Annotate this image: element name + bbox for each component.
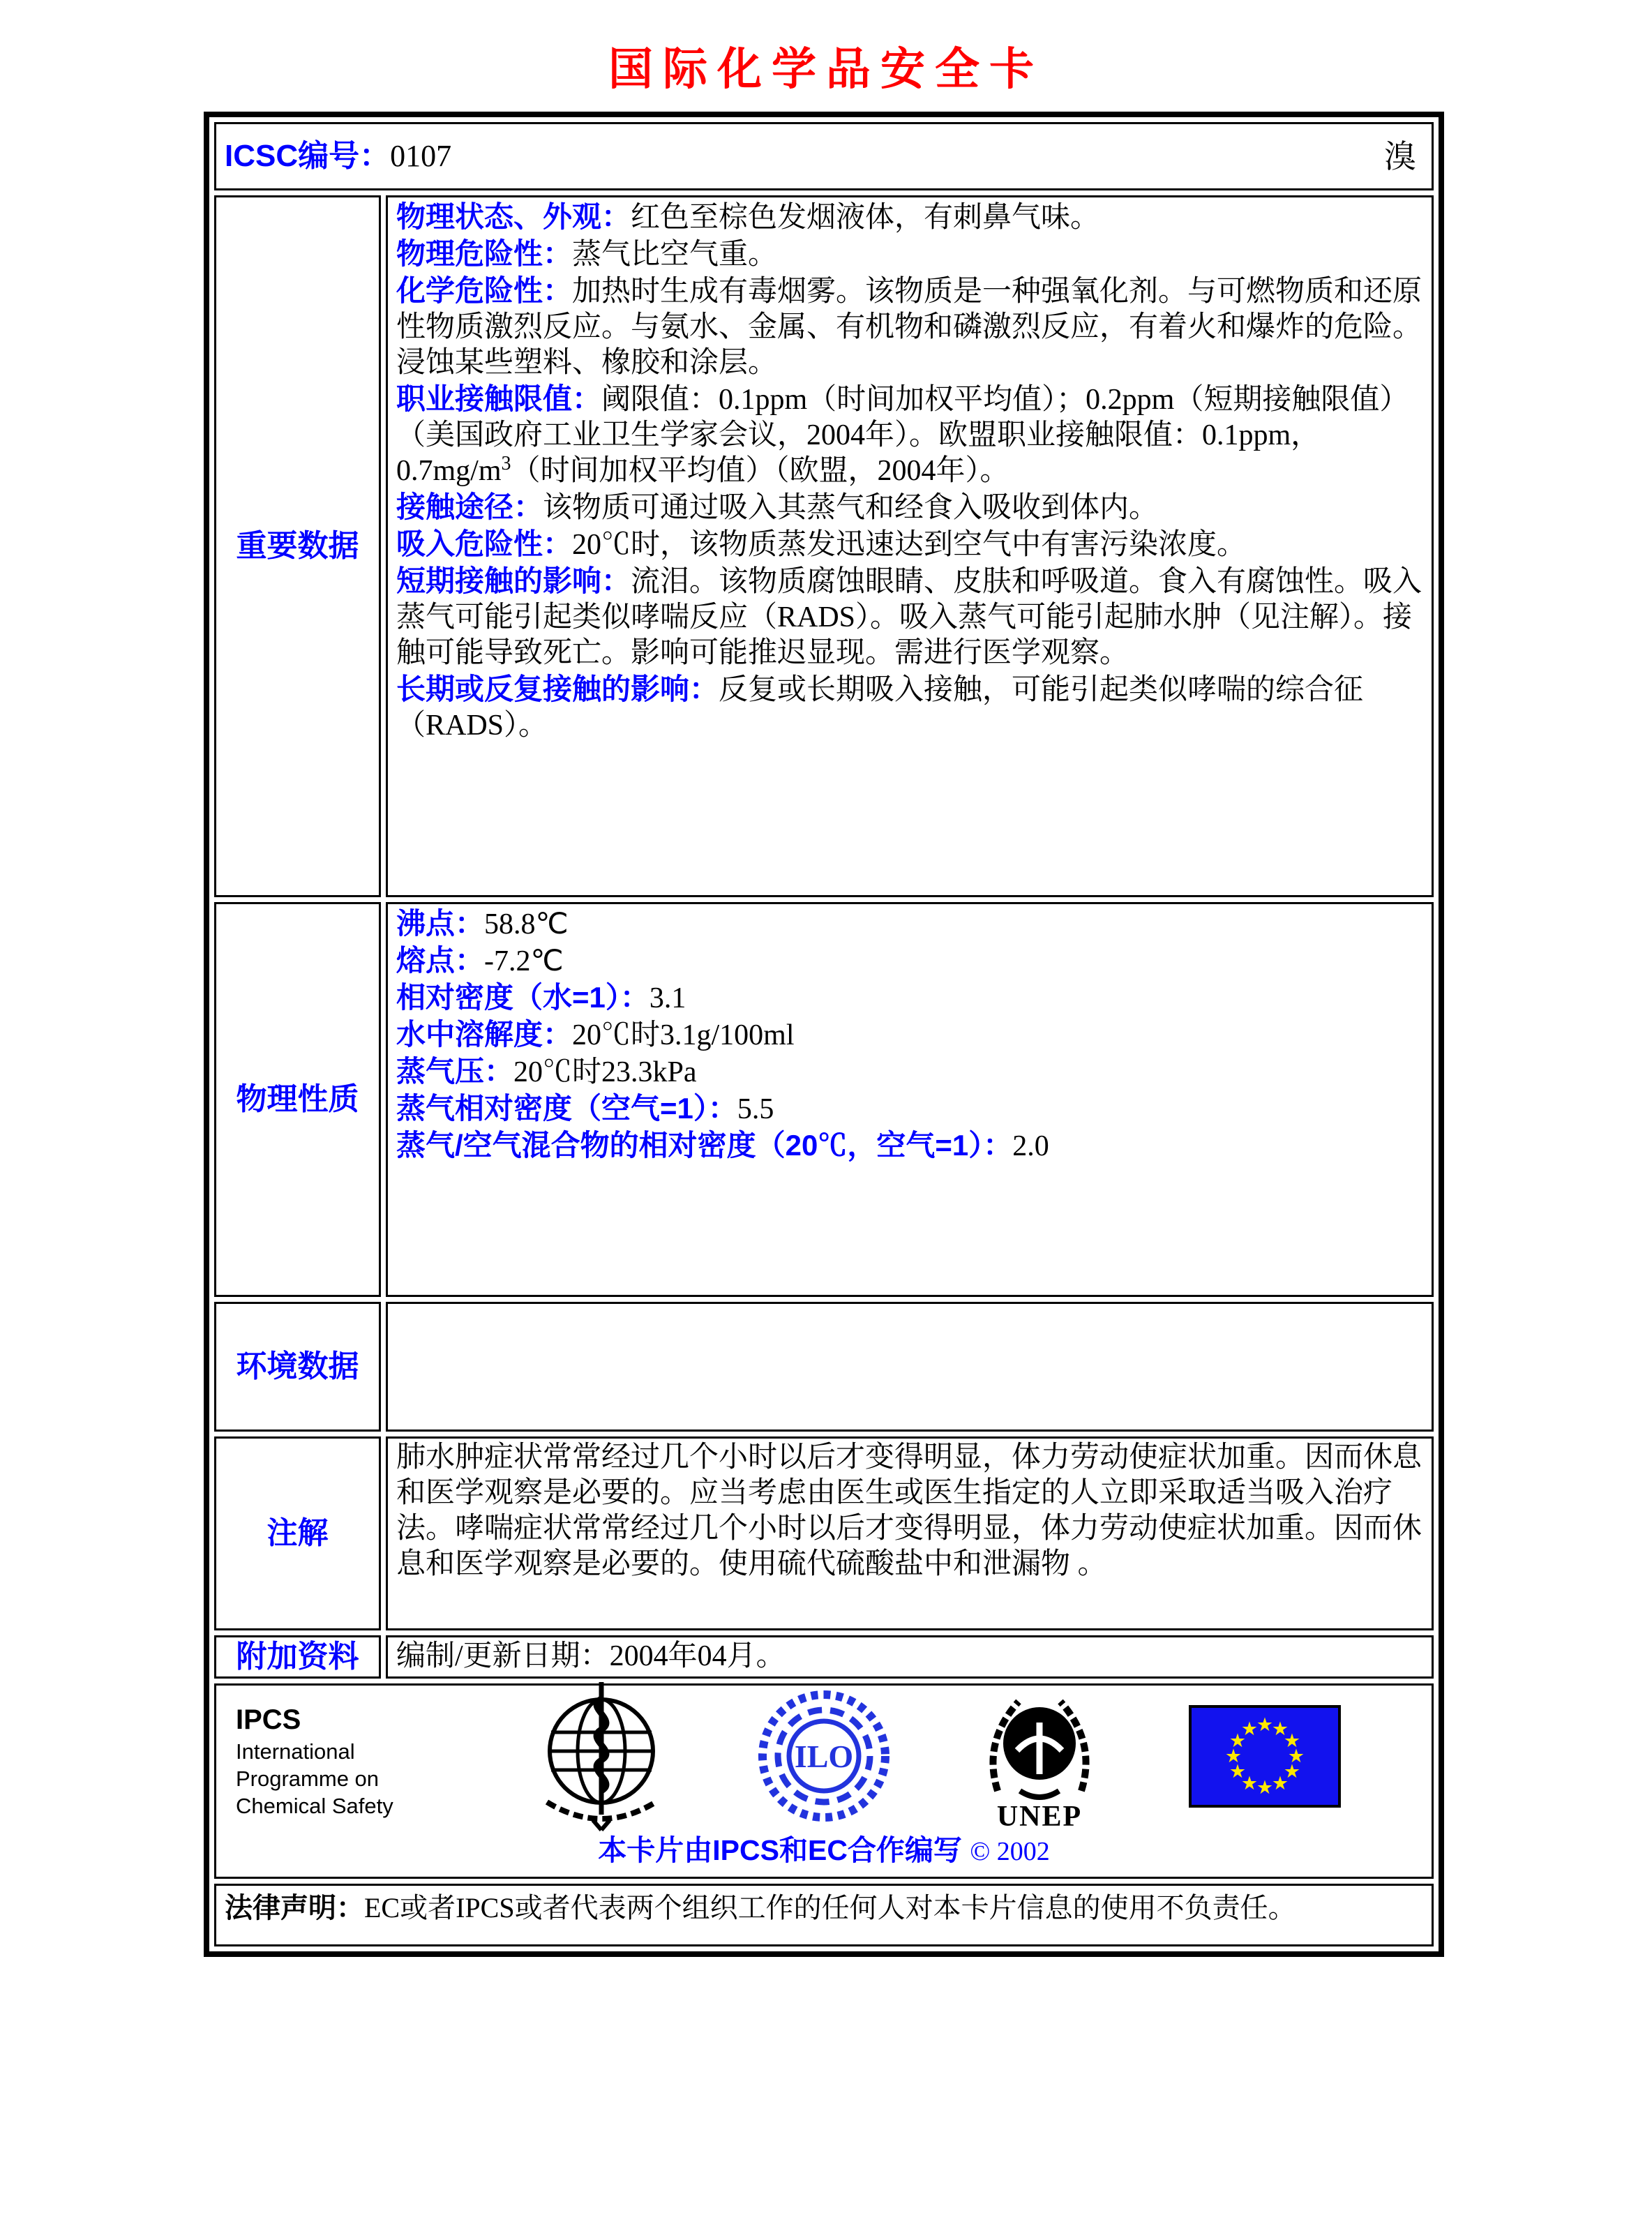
prop-label: 相对密度（水=1）：	[396, 981, 649, 1014]
additional-info-content: 编制/更新日期：2004年04月。	[386, 1635, 1434, 1679]
entry-text: 阈限值：0.1ppm（时间加权平均值）；0.2ppm（短期接触限值）（美国政府工业卫生学家会议，2004年）。欧盟职业接触限值：0.1ppm，0.7mg/m	[396, 384, 1409, 487]
section-label-physical-properties: 物理性质	[214, 902, 381, 1297]
prop-value: 20℃时23.3kPa	[513, 1056, 697, 1088]
entry-short-term-effects	[396, 563, 1423, 671]
page-title: 国际化学品安全卡	[608, 45, 1044, 94]
entry-text: 流泪。该物质腐蚀眼睛、皮肤和呼吸道。食入有腐蚀性。吸入蒸气可能引起类似哮喘反应（RADS）。吸入蒸气可能引起肺水肿（见注解）。接触可能导致死亡。影响可能推迟显现。需进行医学观察。	[396, 566, 1422, 669]
prop-melting-point	[396, 943, 1423, 980]
prop-boiling-point	[396, 906, 1423, 943]
ipcs-line: Programme on	[236, 1766, 380, 1791]
footer-note-year: © 2002	[970, 1837, 1050, 1866]
entry-label: 化学危险性：	[396, 274, 573, 307]
prop-vapor-pressure	[396, 1053, 1423, 1090]
svg-text:★: ★	[1287, 1745, 1305, 1767]
entry-occupational-exposure-limits	[396, 381, 1423, 489]
entry-physical-danger	[396, 236, 1423, 273]
logos-cell	[214, 1683, 1434, 1879]
important-data-row	[214, 195, 1434, 897]
environmental-data-content	[386, 1302, 1434, 1432]
logos-row	[216, 1693, 1432, 1833]
unep-emblem-icon	[977, 1686, 1102, 1835]
entry-label: 接触途径：	[396, 490, 543, 523]
logos-row-tr	[214, 1683, 1434, 1879]
prop-label: 沸点：	[396, 907, 485, 940]
entry-text: 20℃时，该物质蒸发迅速达到空气中有害污染浓度。	[572, 529, 1247, 561]
substance-name: 溴	[1384, 138, 1416, 174]
svg-text:★: ★	[1240, 1718, 1259, 1740]
legal-cell	[214, 1884, 1434, 1946]
svg-text:★: ★	[1229, 1729, 1247, 1752]
prop-vapor-density	[396, 1090, 1423, 1127]
ipcs-line: Chemical Safety	[236, 1794, 393, 1818]
legal-row	[214, 1884, 1434, 1946]
entry-label: 物理危险性：	[396, 237, 573, 270]
prop-vapor-air-mixture-density	[396, 1127, 1423, 1164]
svg-text:★: ★	[1283, 1760, 1301, 1783]
svg-text:★: ★	[1240, 1772, 1259, 1794]
card-table	[204, 112, 1444, 1957]
header-content	[225, 138, 1423, 175]
entry-chemical-danger	[396, 273, 1423, 381]
entry-label: 长期或反复接触的影响：	[396, 673, 719, 705]
section-label-additional-info: 附加资料	[214, 1635, 381, 1679]
notes-row	[214, 1436, 1434, 1630]
svg-text:★: ★	[1229, 1760, 1247, 1783]
entry-physical-state	[396, 199, 1423, 236]
prop-label: 蒸气相对密度（空气=1）：	[396, 1092, 737, 1125]
superscript-3: 3	[501, 453, 511, 474]
icsc-number-label: ICSC编号：	[225, 138, 391, 173]
entry-text: 该物质可通过吸入其蒸气和经食入吸收到体内。	[543, 492, 1159, 524]
important-data-content	[386, 195, 1434, 897]
additional-info-row	[214, 1635, 1434, 1679]
who-emblem-icon	[532, 1678, 671, 1844]
footer-note-text: 本卡片由IPCS和EC合作编写	[598, 1834, 962, 1866]
prop-label: 蒸气压：	[396, 1055, 514, 1088]
svg-text:ILO: ILO	[794, 1738, 854, 1774]
unep-label: UNEP	[996, 1801, 1083, 1833]
environmental-data-row	[214, 1302, 1434, 1432]
icsc-number-value: 0107	[390, 138, 452, 173]
footer-note	[216, 1833, 1432, 1870]
ipcs-title: IPCS	[236, 1704, 301, 1735]
svg-text:★: ★	[1256, 1776, 1274, 1799]
prop-label: 水中溶解度：	[396, 1018, 573, 1051]
svg-text:★: ★	[1271, 1718, 1289, 1740]
section-label-notes: 注解	[214, 1436, 381, 1630]
prop-value: 20℃时3.1g/100ml	[572, 1019, 795, 1051]
ilo-emblem-icon	[758, 1678, 890, 1844]
entry-label: 物理状态、外观：	[396, 200, 631, 233]
prop-label: 蒸气/空气混合物的相对密度（20℃，空气=1）：	[396, 1129, 1013, 1162]
svg-text:★: ★	[1271, 1772, 1289, 1794]
legal-text: EC或者IPCS或者代表两个组织工作的任何人对本卡片信息的使用不负责任。	[364, 1892, 1296, 1923]
entry-exposure-routes	[396, 489, 1423, 526]
ipcs-line: International	[236, 1739, 355, 1764]
entry-text-after: （时间加权平均值）（欧盟，2004年）。	[511, 455, 1009, 487]
entry-label: 吸入危险性：	[396, 527, 573, 560]
prop-value: 3.1	[649, 982, 686, 1014]
notes-content: 肺水肿症状常常经过几个小时以后才变得明显，体力劳动使症状加重。因而休息和医学观察是必要的。应当考虑由医生或医生指定的人立即采取适当吸入治疗法。哮喘症状常常经过几个小时以后才变得明显，体力劳动使症状加重。因而休息和医学观察是必要的。使用硫代硫酸盐中和泄漏物 。	[386, 1436, 1434, 1630]
prop-value: 58.8℃	[484, 908, 569, 940]
header-cell	[214, 122, 1434, 190]
header-row	[214, 122, 1434, 190]
prop-value: 5.5	[737, 1093, 774, 1125]
physical-properties-row	[214, 902, 1434, 1297]
entry-text: 蒸气比空气重。	[572, 239, 778, 271]
entry-label: 短期接触的影响：	[396, 564, 631, 597]
entry-text: 反复或长期吸入接触，可能引起类似哮喘的综合征（RADS）。	[396, 674, 1364, 742]
legal-label: 法律声明：	[225, 1893, 364, 1923]
entry-label: 职业接触限值：	[396, 382, 602, 415]
svg-text:★: ★	[1283, 1729, 1301, 1752]
entry-text: 加热时生成有毒烟雾。该物质是一种强氧化剂。与可燃物质和还原性物质激烈反应。与氨水、金属、有机物和磷激烈反应，有着火和爆炸的危险。浸蚀某些塑料、橡胶和涂层。	[396, 276, 1422, 379]
prop-label: 熔点：	[396, 944, 485, 977]
svg-text:★: ★	[1224, 1745, 1242, 1767]
entry-inhalation-risk	[396, 526, 1423, 563]
entry-text: 红色至棕色发烟液体，有刺鼻气味。	[631, 202, 1100, 234]
eu-flag-icon	[1189, 1705, 1341, 1817]
icsc-number-group	[225, 138, 451, 175]
physical-properties-content	[386, 902, 1434, 1297]
ipcs-text-block	[236, 1702, 445, 1819]
prop-value: -7.2℃	[484, 945, 564, 977]
section-label-important-data: 重要数据	[214, 195, 381, 897]
prop-value: 2.0	[1012, 1130, 1049, 1162]
svg-text:★: ★	[1256, 1713, 1274, 1736]
entry-long-term-effects	[396, 671, 1423, 744]
section-label-environmental-data: 环境数据	[214, 1302, 381, 1432]
prop-water-solubility	[396, 1016, 1423, 1053]
prop-relative-density	[396, 980, 1423, 1016]
